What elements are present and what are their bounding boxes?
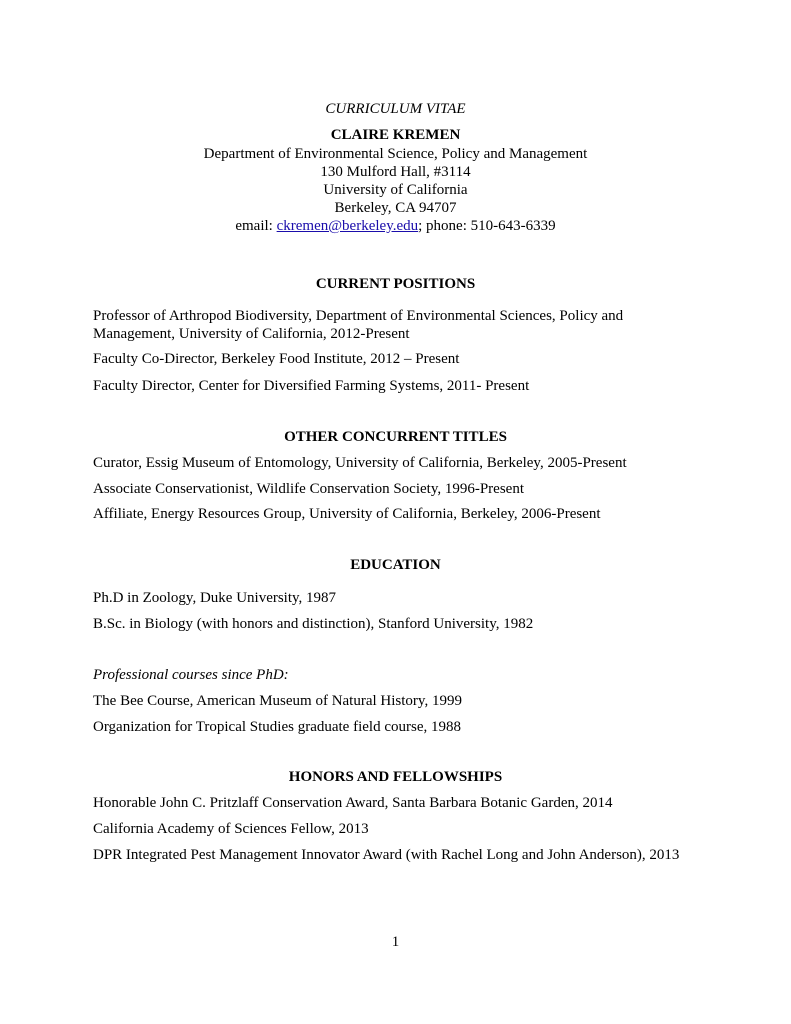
honor-item-2: California Academy of Sciences Fellow, 2013 [93, 821, 369, 837]
education-item-1: Ph.D in Zoology, Duke University, 1987 [93, 590, 337, 606]
education-item-2: B.Sc. in Biology (with honors and distinction), Stanford University, 1982 [93, 616, 534, 632]
honor-item-3: DPR Integrated Pest Management Innovator Award (with Rachel Long and John Anderson), 2013 [93, 847, 680, 863]
contact-line [93, 217, 698, 235]
course-item-1: The Bee Course, American Museum of Natural History, 1999 [93, 693, 462, 709]
course-item-2: Organization for Tropical Studies graduate field course, 1988 [93, 719, 461, 735]
document-page [93, 0, 698, 1024]
department: Department of Environmental Science, Policy and Management [203, 146, 588, 162]
position-item-2: Faculty Co-Director, Berkeley Food Institute, 2012 – Present [93, 351, 460, 367]
honors-heading: HONORS AND FELLOWSHIPS [288, 769, 503, 785]
email-label: email: [235, 218, 277, 234]
title-item-2: Associate Conservationist, Wildlife Conservation Society, 1996-Present [93, 481, 524, 497]
title-item-1: Curator, Essig Museum of Entomology, University of California, Berkeley, 2005-Present [93, 455, 627, 471]
title-item-3: Affiliate, Energy Resources Group, University of California, Berkeley, 2006-Present [93, 506, 601, 522]
address-line-3: Berkeley, CA 94707 [334, 200, 457, 216]
cv-title: CURRICULUM VITAE [325, 101, 466, 117]
position-item-3: Faculty Director, Center for Diversified Farming Systems, 2011- Present [93, 378, 530, 394]
education-heading: EDUCATION [350, 557, 441, 573]
honor-item-1: Honorable John C. Pritzlaff Conservation Award, Santa Barbara Botanic Garden, 2014 [93, 795, 613, 811]
page-number: 1 [391, 934, 400, 950]
address-line-1: 130 Mulford Hall, #3114 [320, 164, 471, 180]
other-titles-heading: OTHER CONCURRENT TITLES [284, 429, 507, 445]
email-link[interactable]: ckremen@berkeley.edu [276, 218, 419, 234]
courses-label: Professional courses since PhD: [93, 667, 289, 683]
current-positions-heading: CURRENT POSITIONS [315, 276, 476, 292]
address-line-2: University of California [323, 182, 468, 198]
person-name: CLAIRE KREMEN [330, 127, 461, 143]
phone-text: ; phone: 510-643-6339 [418, 218, 556, 234]
position-item-1: Professor of Arthropod Biodiversity, Department of Environmental Sciences, Policy and Management, University of California, 2012-Present [93, 308, 624, 342]
